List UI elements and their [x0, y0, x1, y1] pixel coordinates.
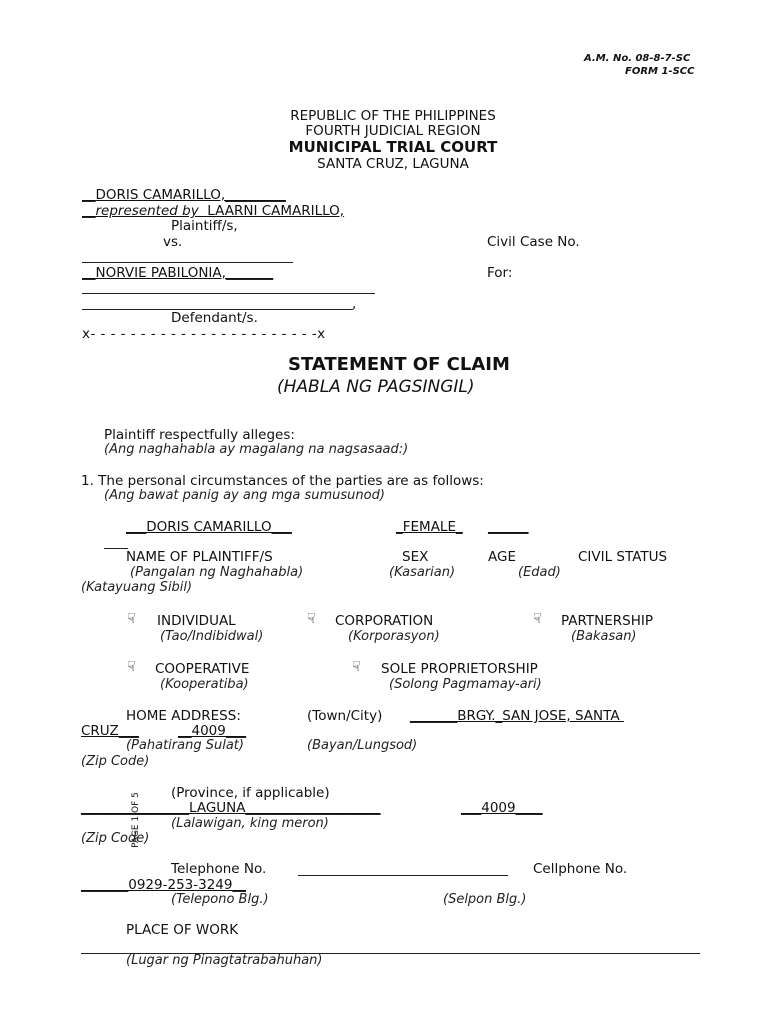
telephone-blank	[298, 875, 508, 876]
address-value-line-2: CRUZ___	[81, 723, 139, 739]
am-number: A.M. No. 08-8-7-SC	[584, 53, 691, 64]
for-label: For:	[487, 265, 513, 281]
civil-case-label: Civil Case No.	[487, 234, 580, 250]
telephone-translation: (Telepono Blg.)	[171, 892, 269, 907]
province-value: ________________LAGUNA____________________	[81, 800, 381, 816]
corporation-label: CORPORATION	[335, 613, 434, 629]
represented-by-line: __represented by LAARNI CAMARILLO,	[82, 203, 345, 219]
defendant-comma: ,	[352, 296, 357, 312]
civil-status-blank	[104, 548, 128, 549]
sole-proprietorship-label: SOLE PROPRIETORSHIP	[381, 661, 538, 677]
place-of-work-translation: (Lugar ng Pinagtatrabahuhan)	[126, 953, 323, 968]
item-1-text: 1. The personal circumstances of the parties are as follows:	[81, 473, 484, 489]
town-city-label: (Town/City)	[307, 708, 383, 724]
caption-separator: x- - - - - - - - - - - - - - - - - - - - - - -x	[82, 326, 326, 342]
intro-translation: (Ang naghahabla ay magalang na nagsasaad:)	[104, 442, 409, 457]
corporation-checkbox[interactable]: ☟	[307, 611, 316, 627]
plaintiff-label: Plaintiff/s,	[171, 218, 238, 234]
item-1-translation: (Ang bawat panig ay ang mga sumusunod)	[104, 488, 385, 503]
partnership-translation: (Bakasan)	[571, 629, 637, 644]
blank-line	[82, 293, 375, 294]
plaintiff-name-value: ___DORIS CAMARILLO___	[126, 519, 292, 535]
cellphone-translation: (Selpon Blg.)	[443, 892, 527, 907]
sex-translation: (Kasarian)	[389, 565, 456, 580]
cooperative-translation: (Kooperatiba)	[160, 677, 249, 692]
cellphone-label: Cellphone No.	[533, 861, 628, 877]
sex-value: _FEMALE_	[396, 519, 463, 535]
intro-text: Plaintiff respectfully alleges:	[104, 427, 295, 443]
document-title: STATEMENT OF CLAIM	[288, 354, 510, 375]
form-number: FORM 1-SCC	[625, 66, 695, 77]
versus-label: vs.	[163, 234, 183, 250]
home-address-translation: (Pahatirang Sulat)	[126, 738, 244, 753]
province-zip-translation: (Zip Code)	[81, 831, 150, 846]
address-value-line-1: _______BRGY._SAN JOSE, SANTA	[410, 708, 624, 724]
name-of-plaintiff-label: NAME OF PLAINTIFF/S	[126, 549, 273, 565]
zip-translation: (Zip Code)	[81, 754, 150, 769]
province-translation: (Lalawigan, king meron)	[171, 816, 329, 831]
court-heading: MUNICIPAL TRIAL COURT	[288, 138, 498, 156]
province-zip-value: ___4009____	[461, 800, 543, 816]
region-heading: FOURTH JUDICIAL REGION	[305, 123, 481, 139]
age-value: ______	[488, 519, 529, 535]
partnership-label: PARTNERSHIP	[561, 613, 654, 629]
town-translation: (Bayan/Lungsod)	[307, 738, 418, 753]
defendant-name-line: __NORVIE PABILONIA,_______	[82, 265, 274, 281]
sole-proprietorship-translation: (Solong Pagmamay-ari)	[389, 677, 542, 692]
blank-line	[82, 262, 293, 263]
civil-status-label: CIVIL STATUS	[578, 549, 668, 565]
individual-translation: (Tao/Indibidwal)	[160, 629, 264, 644]
individual-checkbox[interactable]: ☟	[127, 611, 136, 627]
telephone-label: Telephone No.	[171, 861, 267, 877]
document-subtitle: (HABLA NG PAGSINGIL)	[277, 377, 475, 397]
republic-heading: REPUBLIC OF THE PHILIPPINES	[290, 108, 496, 124]
name-translation: (Pangalan ng Naghahabla)	[130, 565, 304, 580]
place-of-work-label: PLACE OF WORK	[126, 922, 239, 938]
home-address-label: HOME ADDRESS:	[126, 708, 241, 724]
plaintiff-name-line: __DORIS CAMARILLO,_________	[82, 187, 286, 203]
zip-value: __4009___	[178, 723, 247, 739]
sex-label: SEX	[402, 549, 429, 565]
corporation-translation: (Korporasyon)	[348, 629, 440, 644]
cooperative-label: COOPERATIVE	[155, 661, 250, 677]
individual-label: INDIVIDUAL	[157, 613, 236, 629]
sole-proprietorship-checkbox[interactable]: ☟	[352, 659, 361, 675]
civil-status-translation: (Katayuang Sibil)	[81, 580, 193, 595]
province-label: (Province, if applicable)	[171, 785, 330, 801]
cooperative-checkbox[interactable]: ☟	[127, 659, 136, 675]
age-label: AGE	[488, 549, 516, 565]
location-heading: SANTA CRUZ, LAGUNA	[317, 156, 469, 172]
partnership-checkbox[interactable]: ☟	[533, 611, 542, 627]
page-marker: PAGE 1 OF 5	[130, 792, 141, 848]
defendant-label: Defendant/s.	[171, 310, 258, 326]
cellphone-value: _______0929-253-3249__	[81, 877, 246, 893]
age-translation: (Edad)	[518, 565, 561, 580]
